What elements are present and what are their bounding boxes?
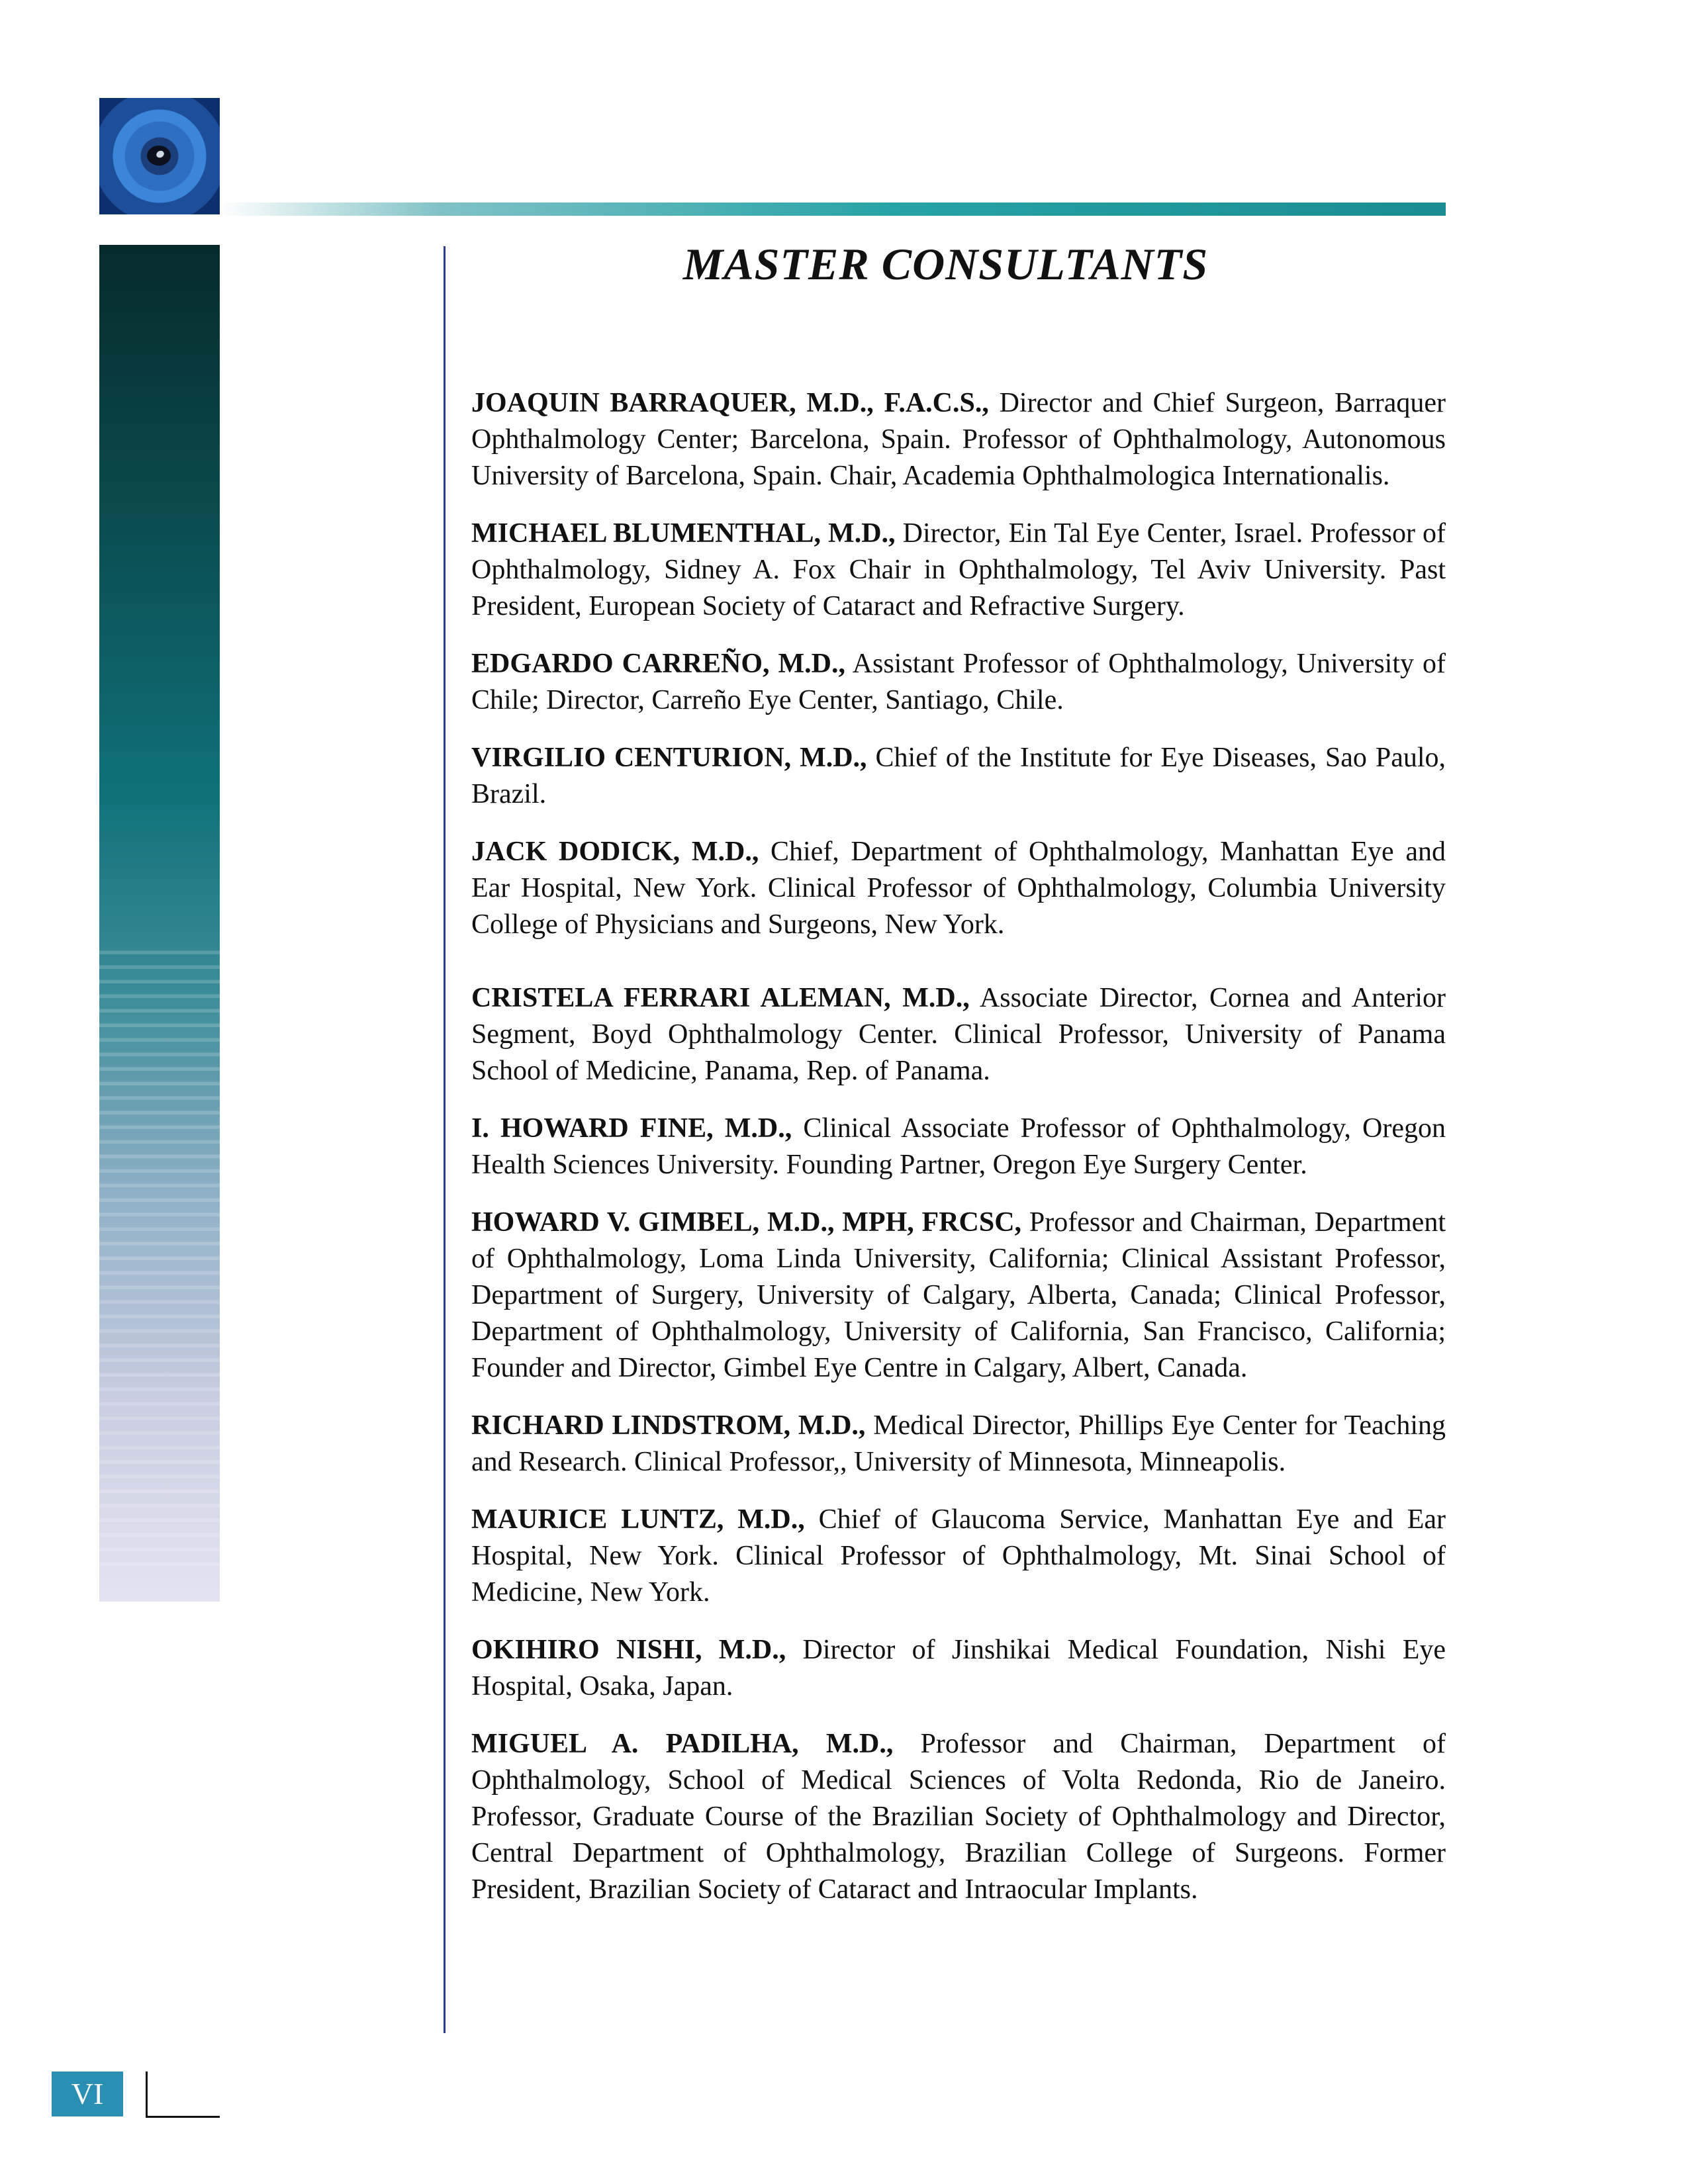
consultant-entry [471,385,1446,494]
consultant-description: Assistant Professor of Ophthalmology, University of Chile; Director, Carreño Eye Center, Santiago, Chile. [471,649,1446,715]
consultant-entry [471,1632,1446,1705]
consultant-name: MIGUEL A. PADILHA, M.D., [471,1729,894,1759]
page-corner-mark [146,2116,220,2118]
consultant-description: Professor and Chairman, Department of Ophthalmology, Loma Linda University, California; Clinical Assistant Professor, Department of Surgery, University of Calgary, Alberta, Canada; Clinical Professor, Department of Ophthalmology, University of California, San Francisco, California; Founder and Director, Gimbel Eye Centre in Calgary, Albert, Canada. [471,1207,1446,1383]
consultant-description: Chief, Department of Ophthalmology, Manhattan Eye and Ear Hospital, New York. Clinical Professor of Ophthalmology, Columbia University College of Physicians and Surgeons, New York. [471,837,1446,940]
consultant-description: Director and Chief Surgeon, Barraquer Ophthalmology Center; Barcelona, Spain. Professor of Ophthalmology, Autonomous University of Barcelona, Spain. Chair, Academia Ophthalmologica Internationalis. [471,388,1446,491]
consultant-name: JOAQUIN BARRAQUER, M.D., F.A.C.S., [471,388,989,418]
consultant-name: I. HOWARD FINE, M.D., [471,1113,792,1144]
consultant-description: Director of Jinshikai Medical Foundation, Nishi Eye Hospital, Osaka, Japan. [471,1635,1446,1702]
consultant-entry [471,740,1446,813]
consultant-entry [471,1111,1446,1183]
consultant-entry [471,516,1446,625]
consultant-name: CRISTELA FERRARI ALEMAN, M.D., [471,983,970,1013]
consultant-description: Director, Ein Tal Eye Center, Israel. Professor of Ophthalmology, Sidney A. Fox Chair in Ophthalmology, Tel Aviv University. Past President, European Society of Cataract and Refractive Surgery. [471,518,1446,621]
eye-logo [99,98,220,214]
consultant-description: Chief of the Institute for Eye Diseases, Sao Paulo, Brazil. [471,743,1446,809]
consultant-entry [471,646,1446,719]
consultant-entry [471,1408,1446,1480]
page-number: VI [52,2071,123,2116]
consultant-description: Associate Director, Cornea and Anterior Segment, Boyd Ophthalmology Center. Clinical Professor, University of Panama School of Medicine, Panama, Rep. of Panama. [471,983,1446,1086]
vertical-rule [444,246,445,2033]
consultant-name: JACK DODICK, M.D., [471,837,759,867]
consultant-entry [471,1502,1446,1611]
consultant-name: MAURICE LUNTZ, M.D., [471,1504,805,1535]
consultant-name: EDGARDO CARREÑO, M.D., [471,649,845,679]
side-decorative-strip [99,245,220,1602]
water-ripples [99,940,220,1575]
header-bar [220,203,1446,216]
consultant-description: Medical Director, Phillips Eye Center for Teaching and Research. Clinical Professor,, University of Minnesota, Minneapolis. [471,1410,1446,1477]
consultant-name: VIRGILIO CENTURION, M.D., [471,743,867,773]
consultant-entry [471,980,1446,1089]
consultant-entry [471,1726,1446,1908]
page-corner-mark [146,2071,148,2118]
consultant-description: Professor and Chairman, Department of Ophthalmology, School of Medical Sciences of Volta Redonda, Rio de Janeiro. Professor, Graduate Course of the Brazilian Society of Ophthalmology and Director, Central Department of Ophthalmology, Brazilian College of Surgeons. Former President, Brazilian Society of Cataract and Intraocular Implants. [471,1729,1446,1905]
consultant-name: OKIHIRO NISHI, M.D., [471,1635,786,1665]
consultant-list [471,385,1446,1929]
consultant-entry [471,1205,1446,1387]
consultant-description: Chief of Glaucoma Service, Manhattan Eye and Ear Hospital, New York. Clinical Professor of Ophthalmology, Mt. Sinai School of Medicine, New York. [471,1504,1446,1608]
consultant-name: MICHAEL BLUMENTHAL, M.D., [471,518,896,549]
consultant-description: Clinical Associate Professor of Ophthalmology, Oregon Health Sciences University. Founding Partner, Oregon Eye Surgery Center. [471,1113,1446,1180]
consultant-entry [471,834,1446,943]
page-title: MASTER CONSULTANTS [682,239,1209,289]
consultant-name: HOWARD V. GIMBEL, M.D., MPH, FRCSC, [471,1207,1022,1238]
consultant-name: RICHARD LINDSTROM, M.D., [471,1410,866,1441]
